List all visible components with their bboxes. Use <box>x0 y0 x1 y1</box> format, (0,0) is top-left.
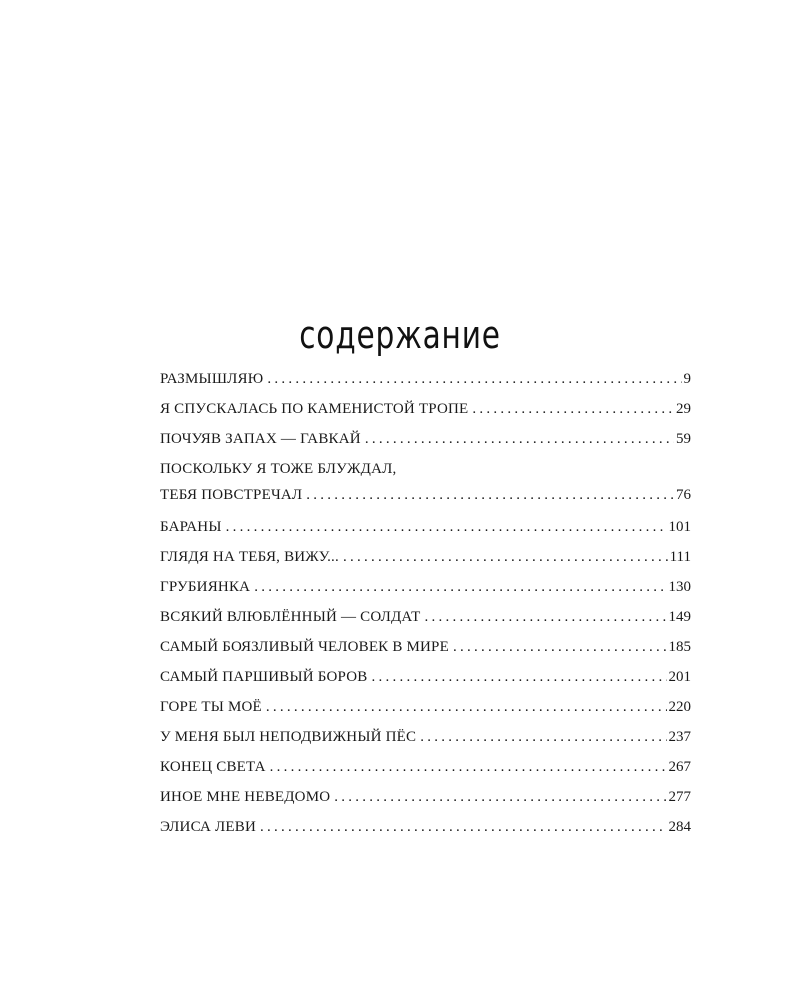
toc-entry-line <box>160 607 691 627</box>
toc-entry-title: ТЕБЯ ПОВСТРЕЧАЛ <box>160 487 303 503</box>
toc-entry[interactable] <box>160 396 691 426</box>
toc-entry[interactable] <box>160 754 691 784</box>
toc-entry-title: ПОЧУЯВ ЗАПАХ — ГАВКАЙ <box>160 431 361 447</box>
dot-leader <box>266 697 667 717</box>
toc-entry-page-number: 185 <box>668 639 691 655</box>
toc-entry[interactable] <box>160 366 691 396</box>
toc-entry[interactable] <box>160 426 691 456</box>
toc-entry-page-number: 267 <box>668 759 691 775</box>
toc-entry-line <box>160 667 691 687</box>
toc-entry[interactable] <box>160 604 691 634</box>
toc-entry-title: ГЛЯДЯ НА ТЕБЯ, ВИЖУ... <box>160 549 339 565</box>
toc-entry-line <box>160 547 691 567</box>
toc-entry-line <box>160 399 691 419</box>
toc-entry-line <box>160 817 691 837</box>
dot-leader <box>306 485 674 505</box>
toc-entry-line <box>160 757 691 777</box>
toc-entry[interactable] <box>160 694 691 724</box>
toc-entry-title: САМЫЙ ПАРШИВЫЙ БОРОВ <box>160 669 368 685</box>
dot-leader <box>343 547 668 567</box>
toc-entry-page-number: 111 <box>669 549 691 565</box>
toc-entry-title: ГОРЕ ТЫ МОЁ <box>160 699 262 715</box>
toc-entry[interactable] <box>160 574 691 604</box>
toc-entry[interactable] <box>160 664 691 694</box>
toc-entry[interactable] <box>160 456 691 514</box>
toc-entry-line <box>160 577 691 597</box>
toc-entry-page-number: 101 <box>668 519 691 535</box>
dot-leader <box>270 757 667 777</box>
toc-entry-line <box>160 369 691 389</box>
toc-entry-line <box>160 727 691 747</box>
toc-entry-page-number: 201 <box>668 669 691 685</box>
toc-entry-page-number: 220 <box>668 699 691 715</box>
toc-entry-title: ЭЛИСА ЛЕВИ <box>160 819 256 835</box>
toc-entry-title: У МЕНЯ БЫЛ НЕПОДВИЖНЫЙ ПЁС <box>160 729 417 745</box>
toc-entry-line <box>160 485 691 505</box>
toc-entry[interactable] <box>160 544 691 574</box>
page-title: содержание <box>299 313 501 358</box>
toc-entry-line <box>160 459 691 479</box>
toc-entry[interactable] <box>160 634 691 664</box>
toc-entry[interactable] <box>160 724 691 754</box>
toc-entry-title: ГРУБИЯНКА <box>160 579 251 595</box>
toc-entry-title: ИНОЕ МНЕ НЕВЕДОМО <box>160 789 331 805</box>
toc-entry-page-number: 9 <box>683 371 691 387</box>
toc-entry-title: Я СПУСКАЛАСЬ ПО КАМЕНИСТОЙ ТРОПЕ <box>160 401 469 417</box>
toc-entry-page-number: 237 <box>668 729 691 745</box>
toc-entry-page-number: 284 <box>668 819 691 835</box>
toc-entry-title: БАРАНЫ <box>160 519 222 535</box>
toc-entry-line <box>160 637 691 657</box>
toc-entry-page-number: 29 <box>676 401 691 417</box>
toc-entry-line <box>160 429 691 449</box>
table-of-contents <box>160 366 691 844</box>
dot-leader <box>365 429 674 449</box>
dot-leader <box>371 667 666 687</box>
toc-entry[interactable] <box>160 514 691 544</box>
toc-entry-title: РАЗМЫШЛЯЮ <box>160 371 264 387</box>
toc-entry-page-number: 59 <box>676 431 691 447</box>
toc-entry-page-number: 277 <box>668 789 691 805</box>
dot-leader <box>267 369 681 389</box>
toc-entry-line <box>160 787 691 807</box>
dot-leader <box>420 727 666 747</box>
toc-entry-page-number: 149 <box>668 609 691 625</box>
dot-leader <box>472 399 674 419</box>
toc-entry-page-number: 76 <box>676 487 691 503</box>
toc-entry[interactable] <box>160 814 691 844</box>
toc-entry-title: ПОСКОЛЬКУ Я ТОЖЕ БЛУЖДАЛ, <box>160 461 397 477</box>
dot-leader <box>226 517 667 537</box>
toc-entry-title: САМЫЙ БОЯЗЛИВЫЙ ЧЕЛОВЕК В МИРЕ <box>160 639 449 655</box>
dot-leader <box>453 637 667 657</box>
toc-entry-title: КОНЕЦ СВЕТА <box>160 759 266 775</box>
dot-leader <box>254 577 666 597</box>
toc-entry-line <box>160 517 691 537</box>
toc-entry[interactable] <box>160 784 691 814</box>
toc-entry-title: ВСЯКИЙ ВЛЮБЛЁННЫЙ — СОЛДАТ <box>160 609 421 625</box>
dot-leader <box>334 787 666 807</box>
dot-leader <box>425 607 667 627</box>
toc-entry-line <box>160 697 691 717</box>
toc-entry-page-number: 130 <box>668 579 691 595</box>
dot-leader <box>260 817 667 837</box>
